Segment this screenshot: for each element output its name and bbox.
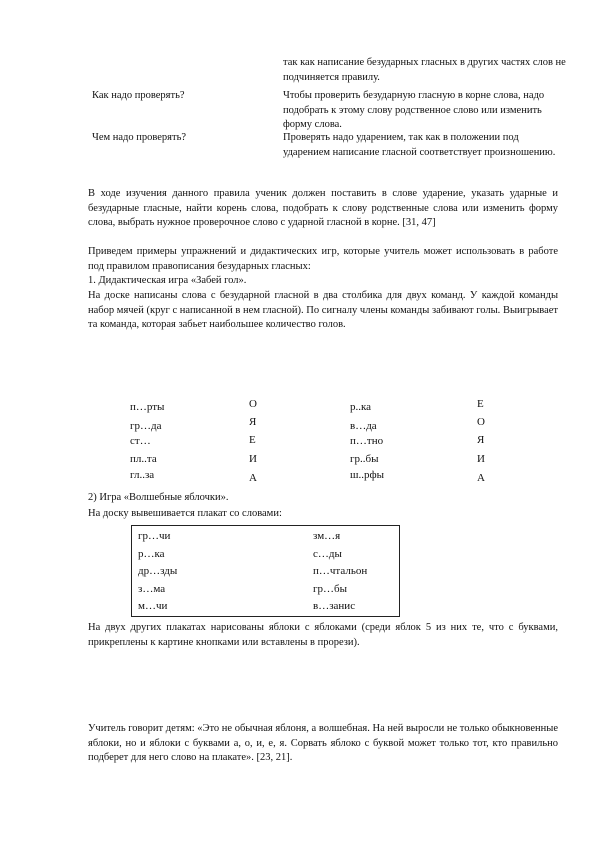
poster-word: п…чтальон — [313, 565, 368, 577]
game-2-title: 2) Игра «Волшебные яблочки». — [88, 492, 229, 503]
poster-word: в…занис — [313, 600, 356, 612]
goal-letter: Е — [249, 434, 256, 446]
goal-word: ш..рфы — [350, 469, 384, 481]
goal-letter: И — [477, 453, 485, 465]
goal-letter: А — [249, 472, 257, 484]
goal-letter: Е — [477, 398, 484, 410]
poster-word: зм…я — [313, 530, 341, 542]
qa-answer-0: так как написание безударных гласных в других частях слов не подчиняется правилу. — [283, 57, 566, 83]
goal-word: гл..за — [130, 469, 155, 481]
game-1-description: На доске написаны слова с безударной гласной в два столбика для двух команд. У каждой команды набор мячей (круг с написанной в нем гласной). По сигналу члены команды забивают голы. Выигрывает та команда, которая забьет наибольшее количество голов. — [88, 290, 558, 330]
poster-word: др…зды — [138, 565, 178, 577]
goal-word: гр..бы — [350, 453, 379, 465]
paragraph-rule-study: В ходе изучения данного правила ученик должен поставить в слове ударение, указать ударные и безударные гласные, найти корень слова, подобрать к слову родственные слова или изменить форму слова, выбрать нужное проверочное слово с ударной гласной в корне. [31, 47] — [88, 188, 558, 228]
poster-word: с…ды — [313, 548, 342, 560]
poster-word: гр…бы — [313, 583, 347, 595]
poster-word: гр…чи — [138, 530, 171, 542]
poster-word: м…чи — [138, 600, 168, 612]
poster-box — [131, 525, 400, 617]
goal-word: в…да — [350, 420, 377, 432]
posters-description: На двух других плакатах нарисованы яблоки с яблоками (среди яблок 5 из них те, что с буквами, прикреплены к картине кнопками или вставлены в прорези). — [88, 622, 558, 648]
qa-question-1: Как надо проверять? — [92, 90, 185, 101]
paragraph-examples-intro: Приведем примеры упражнений и дидактических игр, которые учитель может использовать в работе под правилом правописания безударных гласных: — [88, 246, 558, 272]
goal-word: п…тно — [350, 435, 384, 447]
goal-letter: О — [477, 416, 485, 428]
poster-intro: На доску вывешивается плакат со словами: — [88, 508, 282, 519]
poster-word: з…ма — [138, 583, 166, 595]
goal-word: р..ка — [350, 401, 372, 413]
goal-word: п…рты — [130, 401, 165, 413]
qa-answer-2: Проверять надо ударением, так как в положении под ударением написание гласной соответствует произношению. — [283, 132, 556, 158]
poster-word: р…ка — [138, 548, 165, 560]
goal-letter: Я — [477, 434, 485, 446]
teacher-quote: Учитель говорит детям: «Это не обычная яблоня, а волшебная. На ней выросли не только обыкновенные яблоки, но и яблоки с буквами а, о, и, е, я. Сорвать яблоко с буквой может только тот, кто правильно подберет для него слово на плакате». [23, 21]. — [88, 723, 558, 763]
qa-question-2: Чем надо проверять? — [92, 132, 187, 143]
goal-letter: Я — [249, 416, 257, 428]
game-1-title: 1. Дидактическая игра «Забей гол». — [88, 275, 247, 286]
goal-letter: О — [249, 398, 257, 410]
qa-answer-1: Чтобы проверить безударную гласную в корне слова, надо подобрать к этому слову родственное слово или изменить форму слова. — [283, 90, 545, 130]
goal-word: ст… — [130, 435, 151, 447]
goal-word: пл..та — [130, 453, 157, 465]
goal-word: гр…да — [130, 420, 162, 432]
goal-letter: А — [477, 472, 485, 484]
goal-letter: И — [249, 453, 257, 465]
